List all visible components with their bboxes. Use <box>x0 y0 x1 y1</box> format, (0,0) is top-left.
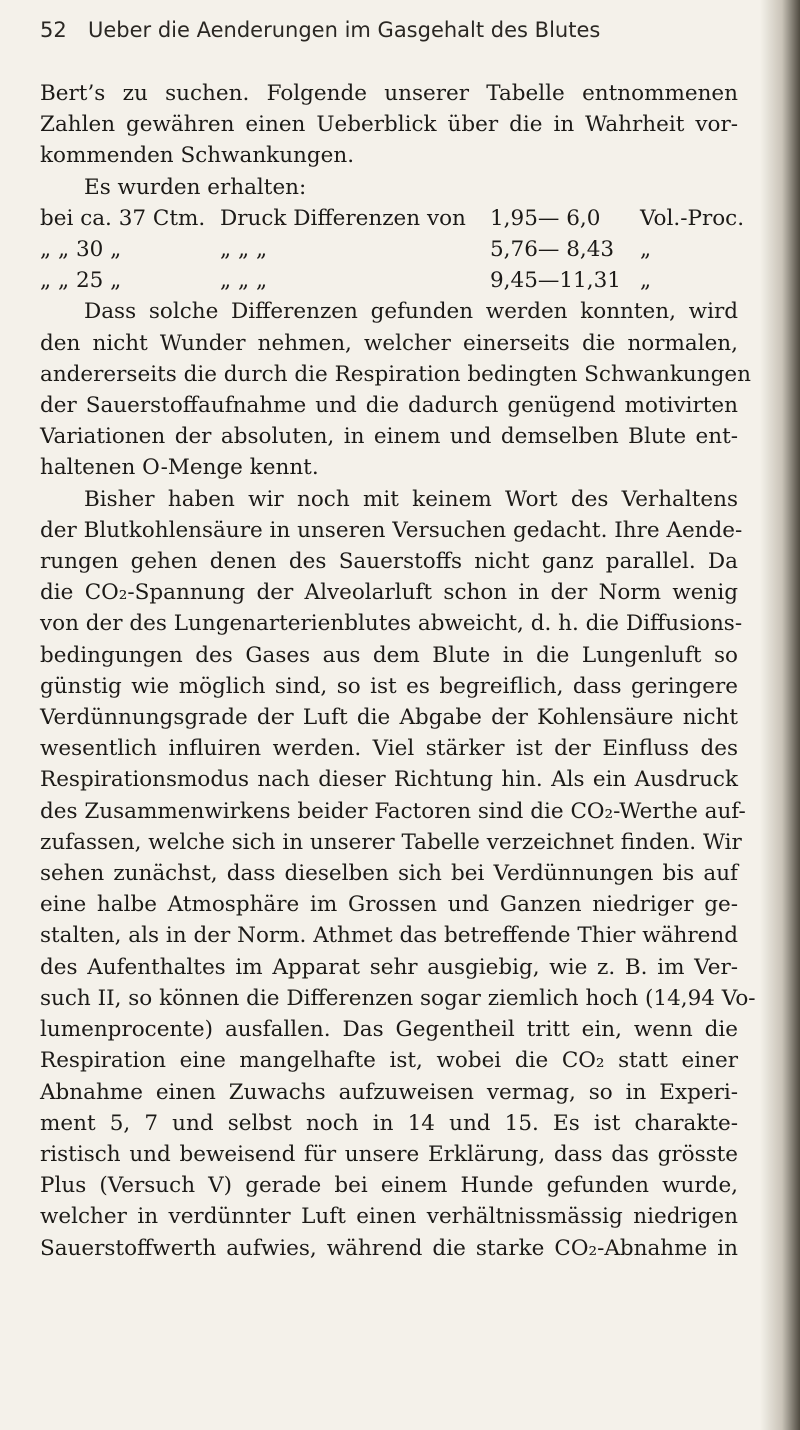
text-line: von der des Lungenarterienblutes abweicht, d. h. die Diffusions- <box>40 611 743 637</box>
label-cell: „ „ „ <box>220 268 268 294</box>
text-line: bedingungen des Gases aus dem Blute in die Lungenluft so <box>40 642 738 668</box>
text-line: Plus (Versuch V) gerade bei einem Hunde gefunden wurde, <box>40 1173 738 1199</box>
text-line: such II, so können die Differenzen sogar ziemlich hoch (14,94 Vo- <box>40 985 756 1011</box>
text-line: Abnahme einen Zuwachs aufzuweisen vermag, so in Experi- <box>40 1079 738 1105</box>
text-line: welcher in verdünnter Luft einen verhältnissmässig niedrigen <box>40 1204 738 1230</box>
unit-cell: Vol.-Proc. <box>640 205 745 231</box>
text-line: zufassen, welche sich in unserer Tabelle verzeichnet finden. Wir <box>40 829 742 855</box>
table-intro: Es wurden erhalten: <box>84 174 307 200</box>
text-line: Bert’s zu suchen. Folgende unserer Tabelle entnommenen <box>40 81 738 106</box>
text-line: haltenen O-Menge kennt. <box>40 455 319 481</box>
text-line: Verdünnungsgrade der Luft die Abgabe der Kohlensäure nicht <box>40 705 738 731</box>
text-line: Zahlen gewähren einen Ueberblick über die in Wahrheit vor- <box>40 112 738 138</box>
text-line: stalten, als in der Norm. Athmet das betreffende Thier während <box>40 923 738 949</box>
range-cell: 9,45—11,31 <box>490 268 621 294</box>
text-line: der Blutkohlensäure in unseren Versuchen gedacht. Ihre Aende- <box>40 517 743 543</box>
text-line: günstig wie möglich sind, so ist es begreiflich, dass geringere <box>40 673 738 699</box>
page-number: 52 <box>40 18 67 42</box>
label-cell: „ „ „ <box>220 237 268 263</box>
text-line: Bisher haben wir noch mit keinem Wort des Verhaltens <box>84 486 738 512</box>
text-line: lumenprocente) ausfallen. Das Gegentheil tritt ein, wenn die <box>40 1017 738 1043</box>
text-line: der Sauerstoffaufnahme und die dadurch genügend motivirten <box>40 393 738 419</box>
text-line: ristisch und beweisend für unsere Erklärung, dass das grösste <box>40 1141 738 1167</box>
text-line: Variationen der absoluten, in einem und demselben Blute ent- <box>40 424 738 450</box>
page-edge-shadow <box>760 0 800 1430</box>
pressure-cell: „ „ 25 „ <box>40 268 122 294</box>
text-line: ment 5, 7 und selbst noch in 14 und 15. Es ist charakte- <box>40 1110 738 1136</box>
text-line: Dass solche Differenzen gefunden werden konnten, wird <box>84 299 738 325</box>
text-line: wesentlich influiren werden. Viel stärker ist der Einfluss des <box>40 736 738 762</box>
text-line: Respirationsmodus nach dieser Richtung hin. Als ein Ausdruck <box>40 767 738 793</box>
label-cell: Druck Differenzen von <box>220 205 466 231</box>
text-line: rungen gehen denen des Sauerstoffs nicht ganz parallel. Da <box>40 549 738 575</box>
text-line: die CO₂-Spannung der Alveolarluft schon in der Norm wenig <box>40 580 738 606</box>
body-text <box>40 78 756 1264</box>
unit-cell: „ <box>640 237 652 263</box>
text-line: kommenden Schwankungen. <box>40 143 355 169</box>
text-line: des Aufenthaltes im Apparat sehr ausgiebig, wie z. B. im Ver- <box>40 954 738 980</box>
pressure-cell: „ „ 30 „ <box>40 237 122 263</box>
table-row <box>40 234 738 265</box>
unit-cell: „ <box>640 268 652 294</box>
text-line: andererseits die durch die Respiration bedingten Schwankungen <box>40 361 751 387</box>
range-cell: 1,95— 6,0 <box>490 205 601 231</box>
text-line: Sauerstoffwerth aufwies, während die starke CO₂-Abnahme in <box>40 1235 738 1261</box>
text-line: des Zusammenwirkens beider Factoren sind die CO₂-Werthe auf- <box>40 798 746 824</box>
text-line: Respiration eine mangelhafte ist, wobei die CO₂ statt einer <box>40 1048 738 1074</box>
text-line: sehen zunächst, dass dieselben sich bei Verdünnungen bis auf <box>40 861 738 887</box>
text-line: eine halbe Atmosphäre im Grossen und Ganzen niedriger ge- <box>40 892 738 918</box>
pressure-cell: bei ca. 37 Ctm. <box>40 205 206 231</box>
range-cell: 5,76— 8,43 <box>490 237 615 263</box>
table-row <box>40 265 738 296</box>
table-row <box>40 203 745 234</box>
text-line: den nicht Wunder nehmen, welcher einerseits die normalen, <box>40 330 738 356</box>
running-title: Ueber die Aenderungen im Gasgehalt des Blutes <box>88 18 601 42</box>
running-header <box>40 18 740 42</box>
